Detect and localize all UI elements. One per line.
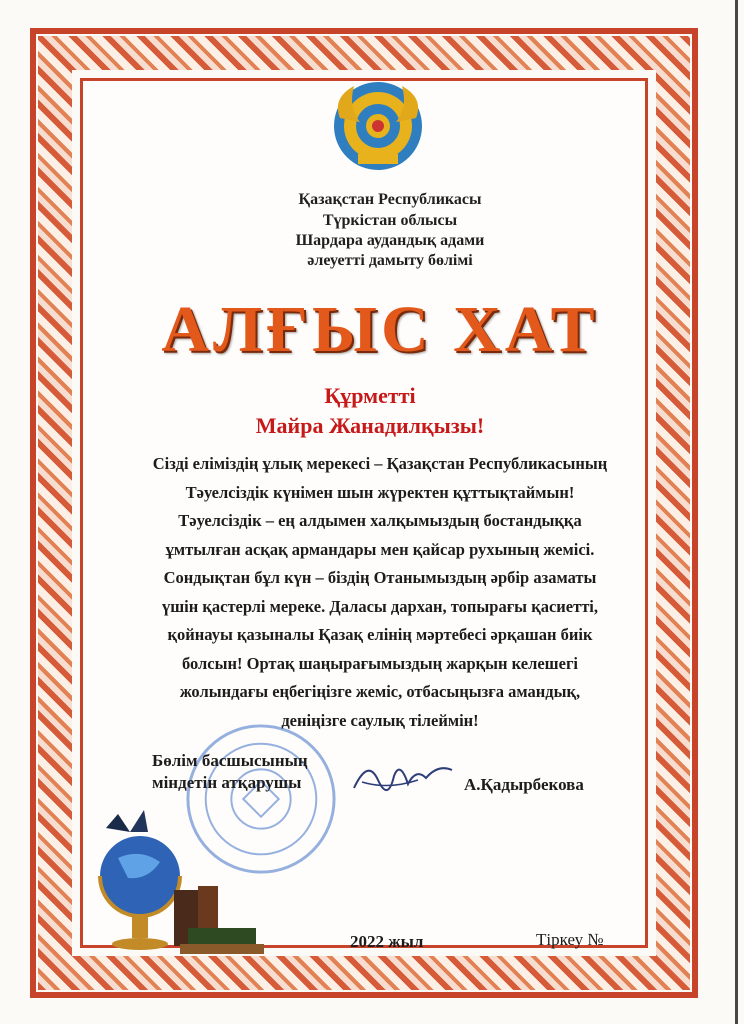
message-paragraph-2: Тәуелсіздік – ең алдымен халқымыздың бостандыққа ұмтылған асқақ армандары мен қайсар рухының жемісі. Сондықтан бұл күн – біздің Отанымыздың әрбір азаматы үшін қастерлі мереке. Даласы дархан, топырағы қасиетті, қойнауы қазыналы Қазақ елінің мәртебесі әрқашан биік болсын! Ортақ шаңырағымыздың жарқын келешегі жолындағы еңбегіңізге жеміс, отбасыңызға амандық, деніңізге саулық тілеймін! [161,511,599,730]
registration-number-label: Тіркеу № [536,930,604,949]
header-department-line2: әлеуетті дамыту бөлімі [307,252,473,269]
state-emblem-icon [330,78,426,174]
recipient-name: Майра Жанадилқызы! [255,413,485,438]
scan-edge [735,0,738,1024]
signatory-role-line1: Бөлім басшысының [152,751,308,770]
signatory-role-line2: міндетін атқарушы [152,773,302,792]
message-paragraph-1: Сізді еліміздің ұлық мерекесі – Қазақстан Республикасының Тәуелсіздік күнімен шын жүректен құттықтаймын! [152,454,608,502]
message-body [150,450,610,735]
signatory-name: А.Қадырбекова [464,775,584,794]
header-region: Түркістан облысы [322,212,458,229]
salutation: Құрметті [324,383,416,408]
handwritten-signature [348,750,458,800]
header-department-line1: Шардара аудандық адами [295,232,485,249]
signatory-role [152,750,308,794]
header-country: Қазақстан Республикасы [298,191,482,208]
certificate-title: АЛҒЫС ХАТ [161,293,599,366]
globe-books-icon [88,798,268,958]
year: 2022 жыл [350,932,424,951]
